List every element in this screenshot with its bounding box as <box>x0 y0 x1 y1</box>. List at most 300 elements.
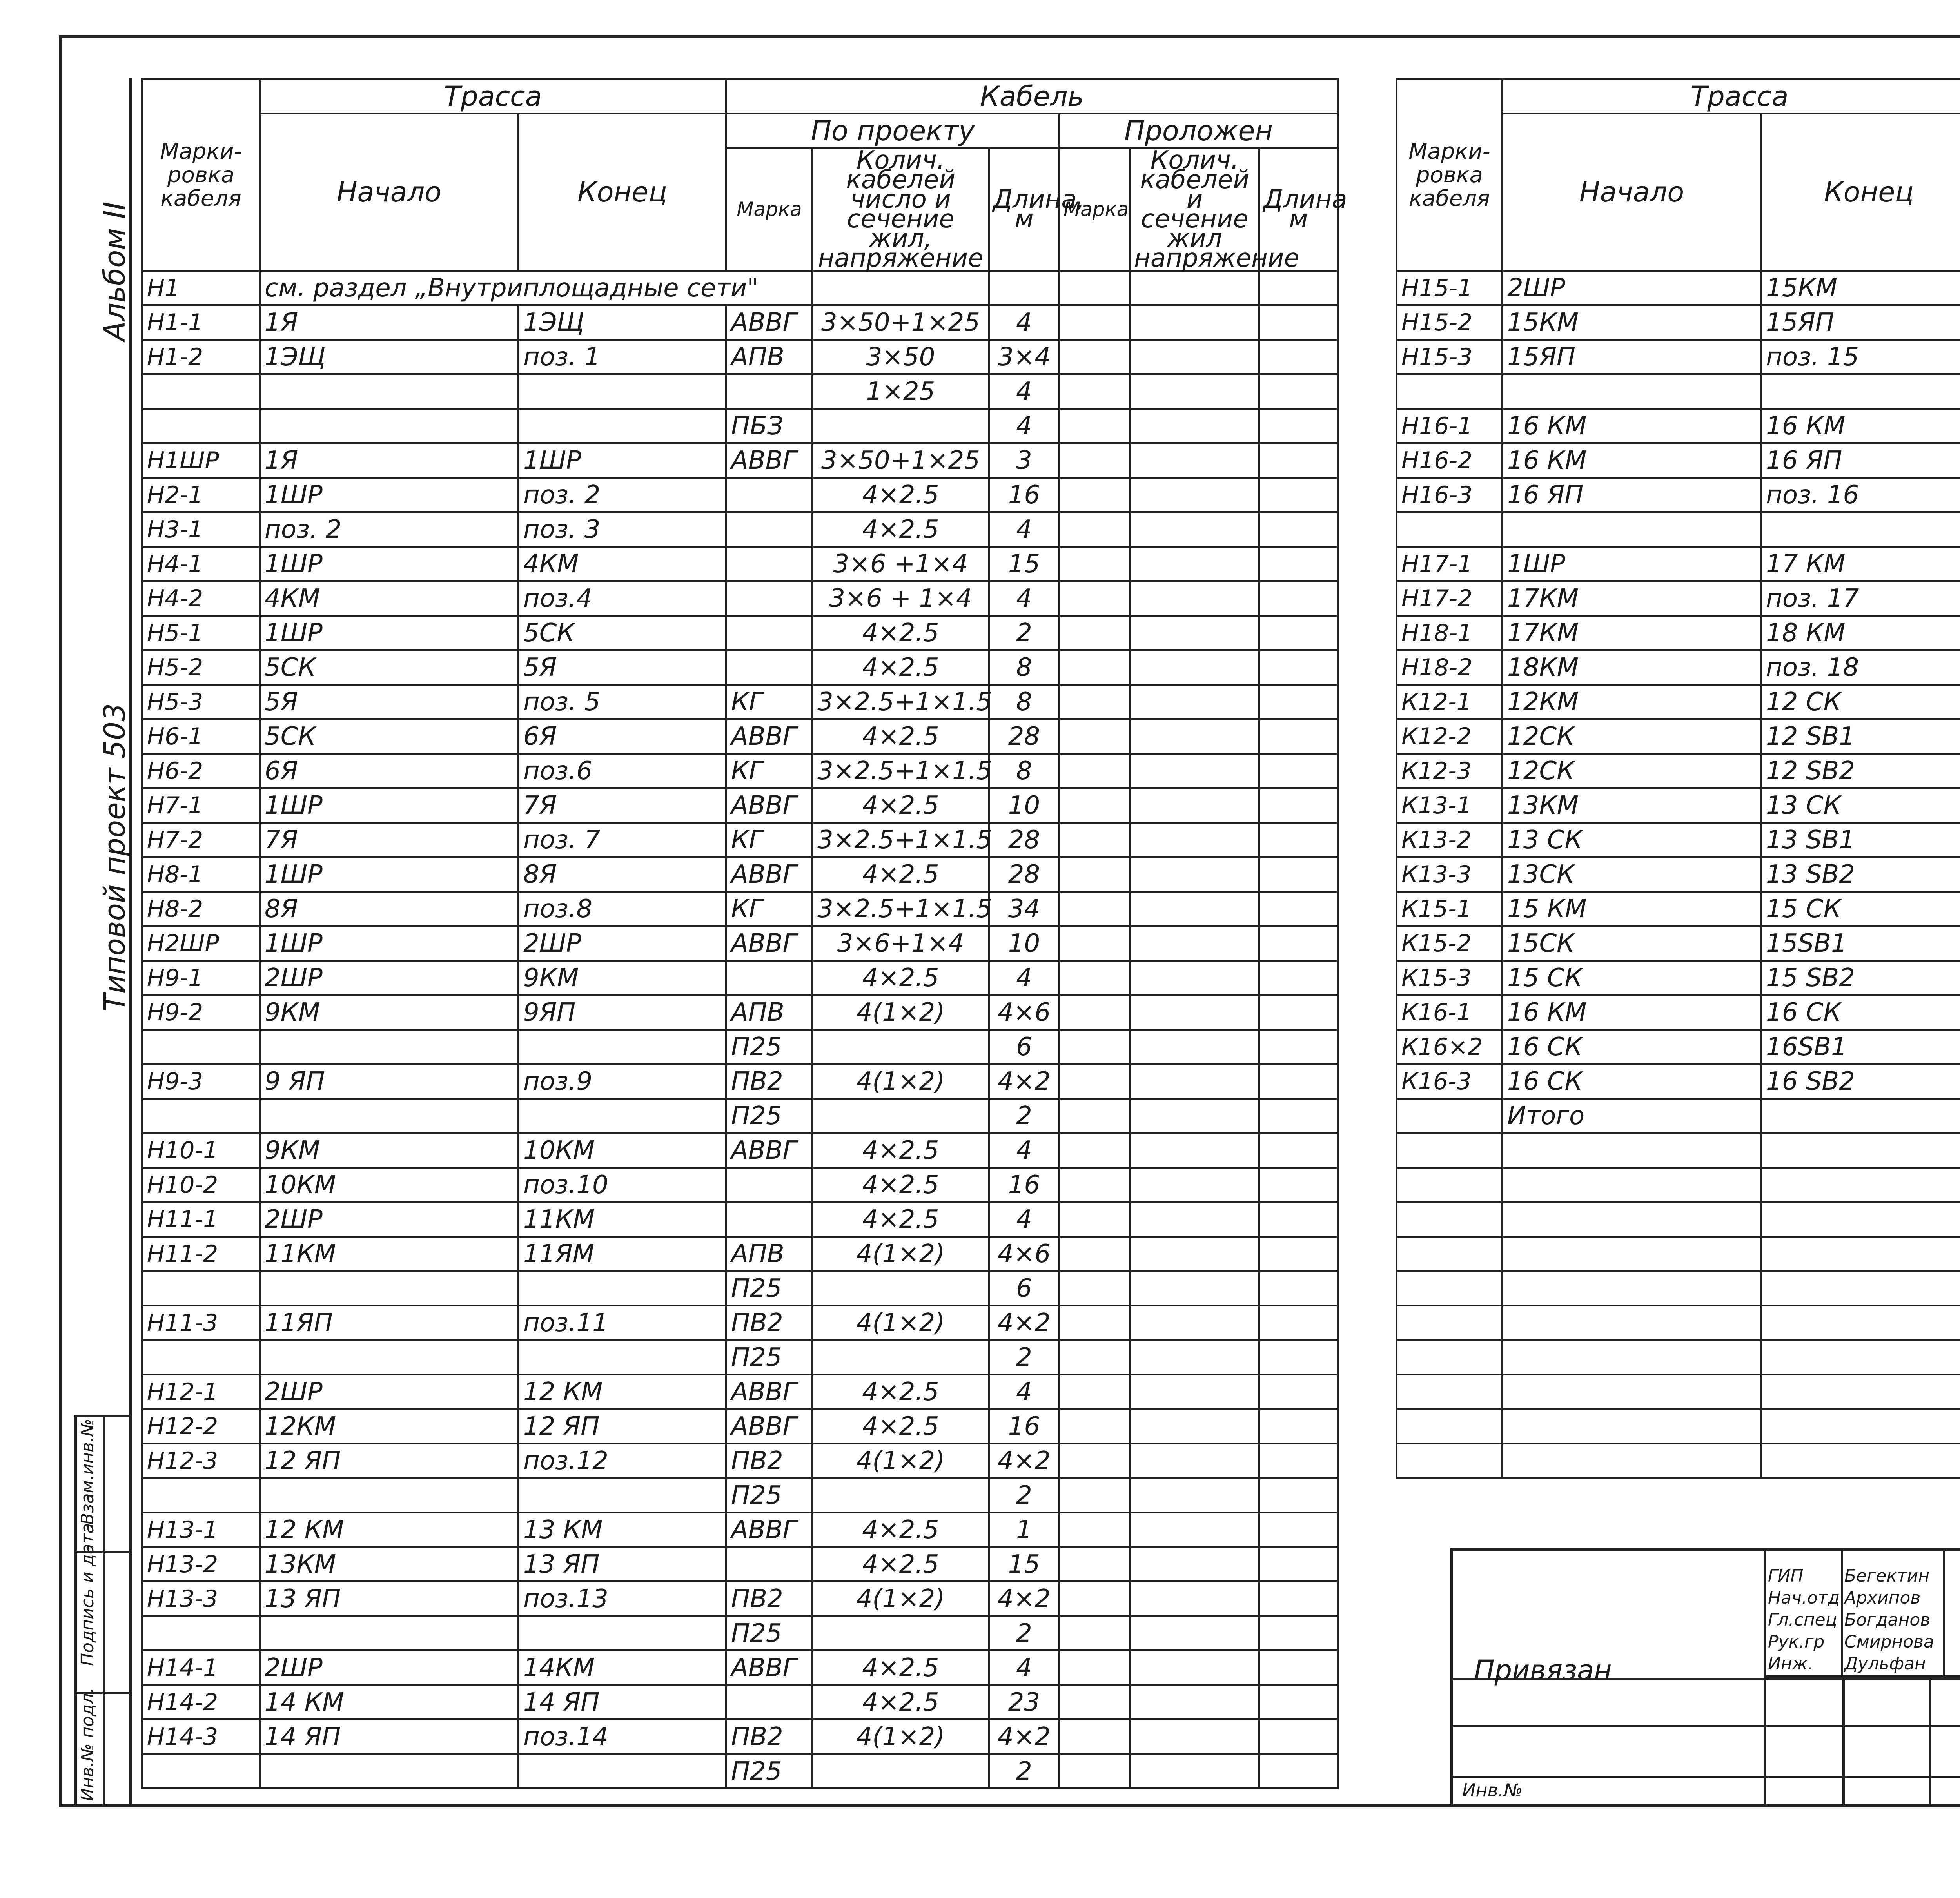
cell-end <box>519 1616 726 1651</box>
table-row <box>1397 271 1960 305</box>
cell-mark: Н1ШР <box>142 443 260 478</box>
cell-laid <box>1130 1685 1259 1720</box>
cell-laid <box>1130 1271 1259 1306</box>
cell-laid <box>1130 754 1259 788</box>
cell-section <box>813 1340 989 1375</box>
cell-end <box>519 409 726 443</box>
cell-end: 16 СК <box>1761 995 1960 1030</box>
cell-mark: Н18-1 <box>1397 616 1503 650</box>
cell-brand: АВВГ <box>726 1133 813 1168</box>
table-row <box>1397 892 1960 926</box>
cell-laid <box>1259 1030 1338 1064</box>
cell-length: 4 <box>989 1133 1060 1168</box>
cell-mark <box>1397 512 1503 547</box>
cell-mark <box>142 1340 260 1375</box>
cell-brand: КГ <box>726 823 813 857</box>
table-row <box>142 616 1338 650</box>
cell-end: 9ЯП <box>519 995 726 1030</box>
cell-start: 12 ЯП <box>260 1444 519 1478</box>
cell-end: 17 КМ <box>1761 547 1960 581</box>
cell-start: 4КМ <box>260 581 519 616</box>
cell-end: 11ЯМ <box>519 1237 726 1271</box>
cell-mark: К16-3 <box>1397 1064 1503 1099</box>
album-label: Альбом II <box>98 201 132 341</box>
cell-brand <box>726 650 813 685</box>
cell-laid <box>1060 754 1130 788</box>
cell-mark <box>142 1478 260 1513</box>
cell-start <box>1503 1168 1761 1202</box>
cell-end: поз. 18 <box>1761 650 1960 685</box>
table-row <box>142 271 1338 305</box>
cell-mark: Н5-1 <box>142 616 260 650</box>
cell-mark: Н16-1 <box>1397 409 1503 443</box>
cell-mark: Н5-2 <box>142 650 260 685</box>
cell-start: 15СК <box>1503 926 1761 961</box>
cell-brand: КГ <box>726 754 813 788</box>
cell-brand: АПВ <box>726 995 813 1030</box>
cell-length: 8 <box>989 650 1060 685</box>
cell-laid <box>1259 1754 1338 1789</box>
cell-mark: Н14-1 <box>142 1651 260 1685</box>
vzam-label: Взам.инв.№ <box>78 1419 98 1525</box>
table-row <box>142 512 1338 547</box>
table-row <box>1397 1271 1960 1306</box>
cell-section: 4(1×2) <box>813 1720 989 1754</box>
cell-length: 34 <box>989 892 1060 926</box>
table-row <box>142 823 1338 857</box>
cell-start: 12 КМ <box>260 1513 519 1547</box>
cell-start: 9КМ <box>260 1133 519 1168</box>
cell-end <box>519 1271 726 1306</box>
cell-length: 2 <box>989 1616 1060 1651</box>
cell-start <box>1503 1271 1761 1306</box>
cell-end: 18 КМ <box>1761 616 1960 650</box>
table-row <box>142 892 1338 926</box>
cell-laid <box>1130 1064 1259 1099</box>
cell-length: 4 <box>989 374 1060 409</box>
cell-start: 1ЭЩ <box>260 340 519 374</box>
cell-brand <box>726 512 813 547</box>
cell-brand <box>726 1202 813 1237</box>
cell-brand: П25 <box>726 1340 813 1375</box>
cell-length: 4×2 <box>989 1444 1060 1478</box>
stamp-role: Инж. <box>1768 1654 1813 1674</box>
cell-laid <box>1130 650 1259 685</box>
cell-end <box>1761 1375 1960 1409</box>
cell-laid <box>1130 926 1259 961</box>
table-row <box>142 754 1338 788</box>
cell-brand: П25 <box>726 1030 813 1064</box>
cell-end: поз.6 <box>519 754 726 788</box>
cell-brand: АВВГ <box>726 1409 813 1444</box>
cell-laid <box>1060 995 1130 1030</box>
cell-laid <box>1130 1409 1259 1444</box>
table-row <box>142 1340 1338 1375</box>
hdr-trassa: Трасса <box>260 80 726 114</box>
cell-mark <box>1397 374 1503 409</box>
table-row <box>1397 409 1960 443</box>
cell-section: 3×50+1×25 <box>813 305 989 340</box>
cell-length: 16 <box>989 1168 1060 1202</box>
cell-length: 6 <box>989 1271 1060 1306</box>
cell-start: 13КМ <box>1503 788 1761 823</box>
cell-section <box>813 409 989 443</box>
cell-section: 4(1×2) <box>813 1237 989 1271</box>
cell-section: 1×25 <box>813 374 989 409</box>
cell-mark: Н15-1 <box>1397 271 1503 305</box>
table-row <box>142 340 1338 374</box>
cell-laid <box>1259 443 1338 478</box>
cable-table-right <box>1396 78 1960 1479</box>
cell-length: 4×2 <box>989 1720 1060 1754</box>
hdr-konec: Конец <box>519 114 726 271</box>
cell-section <box>813 1030 989 1064</box>
cell-length: 2 <box>989 1754 1060 1789</box>
cell-laid <box>1259 547 1338 581</box>
table-row <box>142 1202 1338 1237</box>
cell-laid <box>1130 1340 1259 1375</box>
cell-length: 4 <box>989 409 1060 443</box>
cell-laid <box>1060 374 1130 409</box>
table-row <box>142 685 1338 719</box>
hdr-nachalo-r: Начало <box>1503 114 1761 271</box>
cell-start: 2ШР <box>1503 271 1761 305</box>
cell-end: 12 КМ <box>519 1375 726 1409</box>
cell-end: поз.13 <box>519 1582 726 1616</box>
cell-laid <box>1060 512 1130 547</box>
cell-mark: К16×2 <box>1397 1030 1503 1064</box>
cable-table-left <box>141 78 1347 1789</box>
cell-laid <box>1060 409 1130 443</box>
cell-start: 11ЯП <box>260 1306 519 1340</box>
cell-laid <box>1060 1513 1130 1547</box>
cell-laid <box>1130 271 1259 305</box>
cell-end <box>1761 512 1960 547</box>
cell-mark: Н4-1 <box>142 547 260 581</box>
cell-start: 18КМ <box>1503 650 1761 685</box>
cell-brand: АВВГ <box>726 857 813 892</box>
cell-mark: Н17-2 <box>1397 581 1503 616</box>
cell-laid <box>1259 1271 1338 1306</box>
cell-section: 4(1×2) <box>813 1582 989 1616</box>
cell-laid <box>1130 1651 1259 1685</box>
cell-section: 4×2.5 <box>813 478 989 512</box>
cell-end: 15 СК <box>1761 892 1960 926</box>
cell-laid <box>1259 478 1338 512</box>
cell-length: 4×2 <box>989 1306 1060 1340</box>
table-row <box>142 305 1338 340</box>
cell-laid <box>1060 1547 1130 1582</box>
cell-laid <box>1060 926 1130 961</box>
cell-mark: Н11-3 <box>142 1306 260 1340</box>
cell-laid <box>1259 1720 1338 1754</box>
cell-end: 15SB1 <box>1761 926 1960 961</box>
cell-laid <box>1130 1202 1259 1237</box>
cell-end: 8Я <box>519 857 726 892</box>
cell-length: 23 <box>989 1685 1060 1720</box>
cell-start <box>260 1030 519 1064</box>
cell-start: 16 ЯП <box>1503 478 1761 512</box>
cell-end: 6Я <box>519 719 726 754</box>
cell-mark <box>142 1271 260 1306</box>
cell-start: Итого <box>1503 1099 1761 1133</box>
cell-start: 2ШР <box>260 1202 519 1237</box>
cell-mark: Н1 <box>142 271 260 305</box>
cell-laid <box>1259 1375 1338 1409</box>
table-row <box>142 1168 1338 1202</box>
cell-mark: Н2ШР <box>142 926 260 961</box>
cell-section: 3×2.5+1×1.5 <box>813 892 989 926</box>
cell-mark: Н9-3 <box>142 1064 260 1099</box>
cell-laid <box>1060 1720 1130 1754</box>
cell-laid <box>1259 650 1338 685</box>
cell-laid <box>1060 650 1130 685</box>
table-row <box>142 547 1338 581</box>
table-row <box>142 1685 1338 1720</box>
cell-laid <box>1259 340 1338 374</box>
cell-brand: АПВ <box>726 1237 813 1271</box>
cell-start: 1ШР <box>260 788 519 823</box>
cell-laid <box>1060 581 1130 616</box>
cell-start: 16 КМ <box>1503 995 1761 1030</box>
cell-laid <box>1060 1168 1130 1202</box>
stamp-person: Архипов <box>1844 1588 1921 1608</box>
cell-brand <box>726 961 813 995</box>
cell-laid <box>1259 616 1338 650</box>
table-row <box>142 1444 1338 1478</box>
cell-laid <box>1259 271 1338 305</box>
cell-end: поз.11 <box>519 1306 726 1340</box>
cell-start: 5Я <box>260 685 519 719</box>
cell-length: 16 <box>989 1409 1060 1444</box>
inv-podl-label: Инв.№ подл. <box>78 1688 98 1801</box>
cell-laid <box>1130 478 1259 512</box>
cell-section: 4×2.5 <box>813 1513 989 1547</box>
table-row <box>142 926 1338 961</box>
cell-mark <box>1397 1202 1503 1237</box>
cell-section: 4×2.5 <box>813 1685 989 1720</box>
stamp-person: Смирнова <box>1844 1632 1935 1652</box>
cell-start: 13СК <box>1503 857 1761 892</box>
cell-end: 15КМ <box>1761 271 1960 305</box>
cell-section <box>813 1099 989 1133</box>
cell-end <box>519 1754 726 1789</box>
cell-mark: Н6-1 <box>142 719 260 754</box>
cell-laid <box>1130 1237 1259 1271</box>
cell-start: 5СК <box>260 719 519 754</box>
cell-length: 4 <box>989 1202 1060 1237</box>
cell-laid <box>1060 1202 1130 1237</box>
cell-section: 4×2.5 <box>813 1202 989 1237</box>
cell-mark: Н8-1 <box>142 857 260 892</box>
cell-laid <box>1130 1168 1259 1202</box>
cell-end: поз.4 <box>519 581 726 616</box>
cell-laid <box>1060 892 1130 926</box>
table-row <box>1397 719 1960 754</box>
cell-end <box>519 1099 726 1133</box>
cell-start: см. раздел „Внутриплощадные сети" <box>260 271 813 305</box>
cell-end: поз.9 <box>519 1064 726 1099</box>
table-row <box>1397 443 1960 478</box>
cell-end: поз. 16 <box>1761 478 1960 512</box>
cell-end <box>1761 1271 1960 1306</box>
cell-laid <box>1060 823 1130 857</box>
table-row <box>142 1720 1338 1754</box>
cell-length: 28 <box>989 857 1060 892</box>
cell-mark: Н7-1 <box>142 788 260 823</box>
cell-laid <box>1130 1030 1259 1064</box>
cell-length: 3×4 <box>989 340 1060 374</box>
cell-start: 1ШР <box>1503 547 1761 581</box>
cell-laid <box>1259 1616 1338 1651</box>
cell-laid <box>1130 1133 1259 1168</box>
cell-mark: Н3-1 <box>142 512 260 547</box>
cell-section <box>813 1478 989 1513</box>
cell-mark: Н12-3 <box>142 1444 260 1478</box>
cell-length: 4 <box>989 305 1060 340</box>
cell-laid <box>1060 1099 1130 1133</box>
cell-start <box>1503 1340 1761 1375</box>
cell-length: 4×2 <box>989 1582 1060 1616</box>
cell-laid <box>1259 892 1338 926</box>
cell-end: 16 КМ <box>1761 409 1960 443</box>
cell-laid <box>1259 512 1338 547</box>
cell-end: поз. 15 <box>1761 340 1960 374</box>
cell-mark <box>1397 1133 1503 1168</box>
stamp-person: Богданов <box>1844 1610 1931 1630</box>
cell-laid <box>1259 961 1338 995</box>
cell-mark: Н15-3 <box>1397 340 1503 374</box>
cell-brand <box>726 581 813 616</box>
cell-end <box>1761 1133 1960 1168</box>
cell-start: 2ШР <box>260 1651 519 1685</box>
cell-start: поз. 2 <box>260 512 519 547</box>
cell-end: 16SB1 <box>1761 1030 1960 1064</box>
cell-end: 13 СК <box>1761 788 1960 823</box>
cell-end: поз. 17 <box>1761 581 1960 616</box>
cell-end: поз. 3 <box>519 512 726 547</box>
cell-laid <box>1259 581 1338 616</box>
cell-mark: Н1-2 <box>142 340 260 374</box>
table-row <box>142 1030 1338 1064</box>
cell-mark <box>142 1616 260 1651</box>
cell-end: 5Я <box>519 650 726 685</box>
hdr-konec-r: Конец <box>1761 114 1960 271</box>
cell-laid <box>1060 1133 1130 1168</box>
cell-mark <box>1397 1271 1503 1306</box>
table-row <box>1397 1409 1960 1444</box>
cell-section: 4(1×2) <box>813 1064 989 1099</box>
cell-laid <box>1259 1685 1338 1720</box>
cell-length <box>989 271 1060 305</box>
cell-end: 14 ЯП <box>519 1685 726 1720</box>
cell-section: 4(1×2) <box>813 1306 989 1340</box>
table-row <box>1397 1306 1960 1340</box>
cell-section: 3×2.5+1×1.5 <box>813 823 989 857</box>
cell-end: 12 СК <box>1761 685 1960 719</box>
cell-end <box>1761 1306 1960 1340</box>
table-row <box>1397 1202 1960 1237</box>
podpis-label: Подпись и дата <box>78 1523 98 1666</box>
cell-length: 4 <box>989 1651 1060 1685</box>
cell-laid <box>1259 995 1338 1030</box>
inv-label: Инв.№ <box>1462 1780 1523 1801</box>
table-row <box>142 1306 1338 1340</box>
table-row <box>1397 754 1960 788</box>
cell-laid <box>1130 443 1259 478</box>
cell-laid <box>1259 926 1338 961</box>
cell-brand: ПВ2 <box>726 1720 813 1754</box>
table-row <box>1397 788 1960 823</box>
cell-start <box>260 1478 519 1513</box>
cell-end: поз. 7 <box>519 823 726 857</box>
cell-laid <box>1130 616 1259 650</box>
cell-section: 4×2.5 <box>813 1133 989 1168</box>
cell-mark <box>1397 1237 1503 1271</box>
table-row <box>1397 1444 1960 1478</box>
cell-laid <box>1259 1444 1338 1478</box>
table-row <box>1397 1133 1960 1168</box>
cell-brand <box>726 547 813 581</box>
table-row <box>142 1616 1338 1651</box>
cell-mark <box>1397 1340 1503 1375</box>
table-row <box>142 961 1338 995</box>
cell-laid <box>1060 1478 1130 1513</box>
cell-start <box>260 374 519 409</box>
cell-section <box>813 1271 989 1306</box>
hdr-markirovka: Марки-ровка кабеля <box>142 80 260 271</box>
cell-start: 9КМ <box>260 995 519 1030</box>
cell-end: 15 SB2 <box>1761 961 1960 995</box>
cell-start <box>260 409 519 443</box>
cell-laid <box>1259 719 1338 754</box>
cell-mark <box>142 1030 260 1064</box>
cell-mark: Н4-2 <box>142 581 260 616</box>
table-row <box>1397 581 1960 616</box>
cell-laid <box>1130 374 1259 409</box>
cell-laid <box>1060 1685 1130 1720</box>
cell-laid <box>1130 719 1259 754</box>
cell-length: 2 <box>989 1478 1060 1513</box>
cell-mark <box>142 1754 260 1789</box>
cell-section: 3×6 + 1×4 <box>813 581 989 616</box>
cell-laid <box>1130 1616 1259 1651</box>
cell-laid <box>1259 1306 1338 1340</box>
stamp-role: ГИП <box>1768 1566 1804 1586</box>
cell-start <box>260 1616 519 1651</box>
cell-laid <box>1060 857 1130 892</box>
cell-laid <box>1259 1133 1338 1168</box>
cell-end: 10КМ <box>519 1133 726 1168</box>
cell-laid <box>1060 443 1130 478</box>
cell-start: 1ШР <box>260 478 519 512</box>
cell-mark: Н12-1 <box>142 1375 260 1409</box>
cell-end: 15ЯП <box>1761 305 1960 340</box>
table-row <box>1397 650 1960 685</box>
cell-laid <box>1060 1409 1130 1444</box>
hdr-trassa-r: Трасса <box>1503 80 1960 114</box>
cell-mark: Н2-1 <box>142 478 260 512</box>
cell-length: 16 <box>989 478 1060 512</box>
cell-start: 11КМ <box>260 1237 519 1271</box>
cell-laid <box>1130 1375 1259 1409</box>
table-row <box>142 1237 1338 1271</box>
cell-length: 28 <box>989 719 1060 754</box>
cell-mark: К15-2 <box>1397 926 1503 961</box>
cell-laid <box>1130 685 1259 719</box>
cell-laid <box>1130 961 1259 995</box>
cell-laid <box>1259 409 1338 443</box>
